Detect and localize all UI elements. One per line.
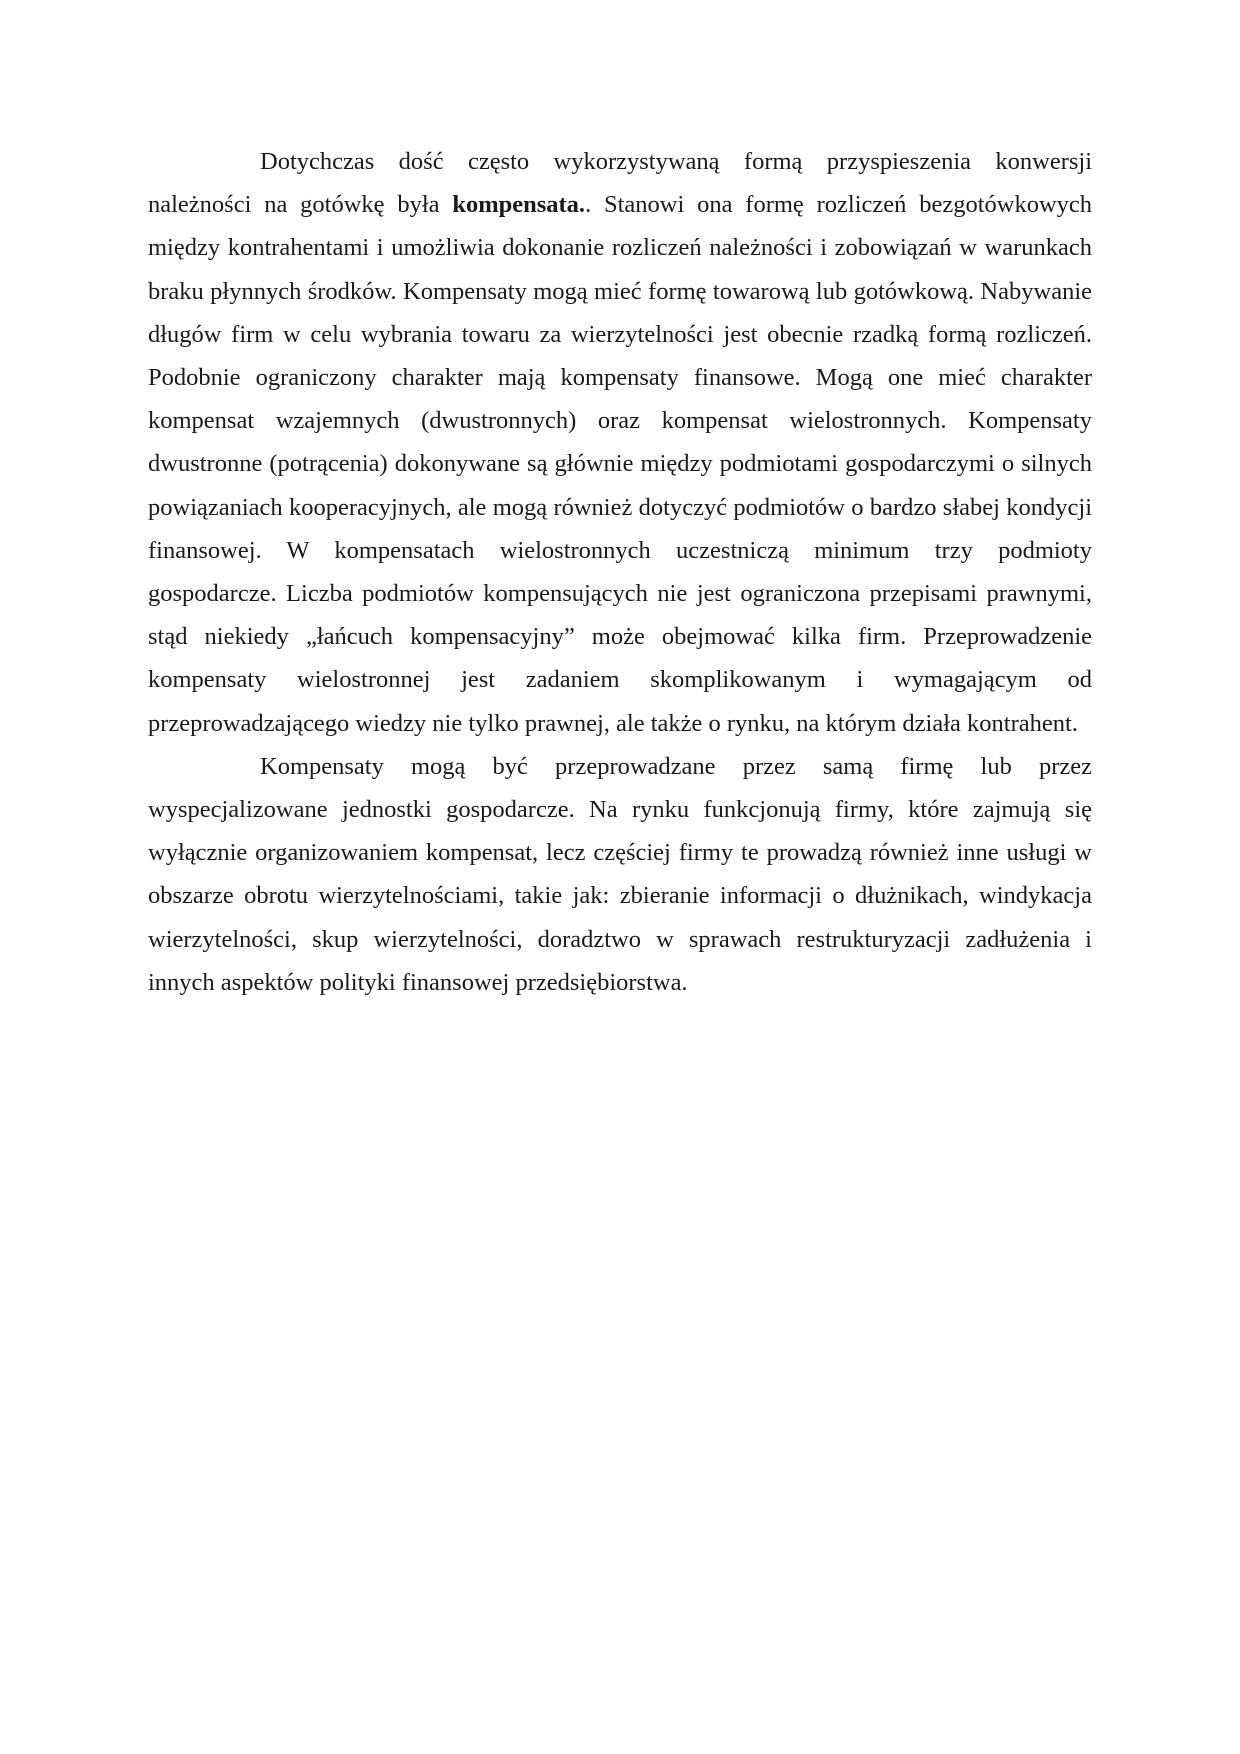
paragraph-1-text-start: Dotychczas dość często wykorzystywaną formą przyspieszenia konwersji należności na gotówkę była <box>148 148 1092 219</box>
paragraph-2: Kompensaty mogą być przeprowadzane przez samą firmę lub przez wyspecjalizowane jednostki gospodarcze. Na rynku funkcjonują firmy, które zajmują się wyłącznie organizowaniem kompensat, lecz częściej firmy te prowadzą również inne usługi w obszarze obrotu wierzytelnościami, takie jak: zbieranie informacji o dłużnikach, windykacja wierzytelności, skup wierzytelności, doradztwo w sprawach restrukturyzacji zadłużenia i innych aspektów polityki finansowej przedsiębiorstwa. <box>148 752 1092 996</box>
bold-term-kompensata: kompensata. <box>452 191 586 219</box>
paragraph-1-text-rest: . Stanowi ona formę rozliczeń bezgotówkowych między kontrahentami i umożliwia dokonanie rozliczeń należności i zobowiązań w warunkach braku płynnych środków. Kompensaty mogą mieć formę towarową lub gotówkową. Nabywanie długów firm w celu wybrania towaru za wierzytelności jest obecnie rzadką formą rozliczeń. Podobnie ograniczony charakter mają kompensaty finansowe. Mogą one mieć charakter kompensat wzajemnych (dwustronnych) oraz kompensat wielostronnych. Kompensaty dwustronne (potrącenia) dokonywane są głównie między podmiotami gospodarczymi o silnych powiązaniach kooperacyjnych, ale mogą również dotyczyć podmiotów o bardzo słabej kondycji finansowej. W kompensatach wielostronnych uczestniczą minimum trzy podmioty gospodarcze. Liczba podmiotów kompensujących nie jest ograniczona przepisami prawnymi, stąd niekiedy „łańcuch kompensacyjny” może obejmować kilka firm. Przeprowadzenie kompensaty wielostronnej jest zadaniem skomplikowanym i wymagającym od przeprowadzającego wiedzy nie tylko prawnej, ale także o rynku, na którym działa kontrahent. <box>148 191 1093 737</box>
paragraph-1 <box>148 140 1092 745</box>
body-text <box>148 140 1092 1004</box>
